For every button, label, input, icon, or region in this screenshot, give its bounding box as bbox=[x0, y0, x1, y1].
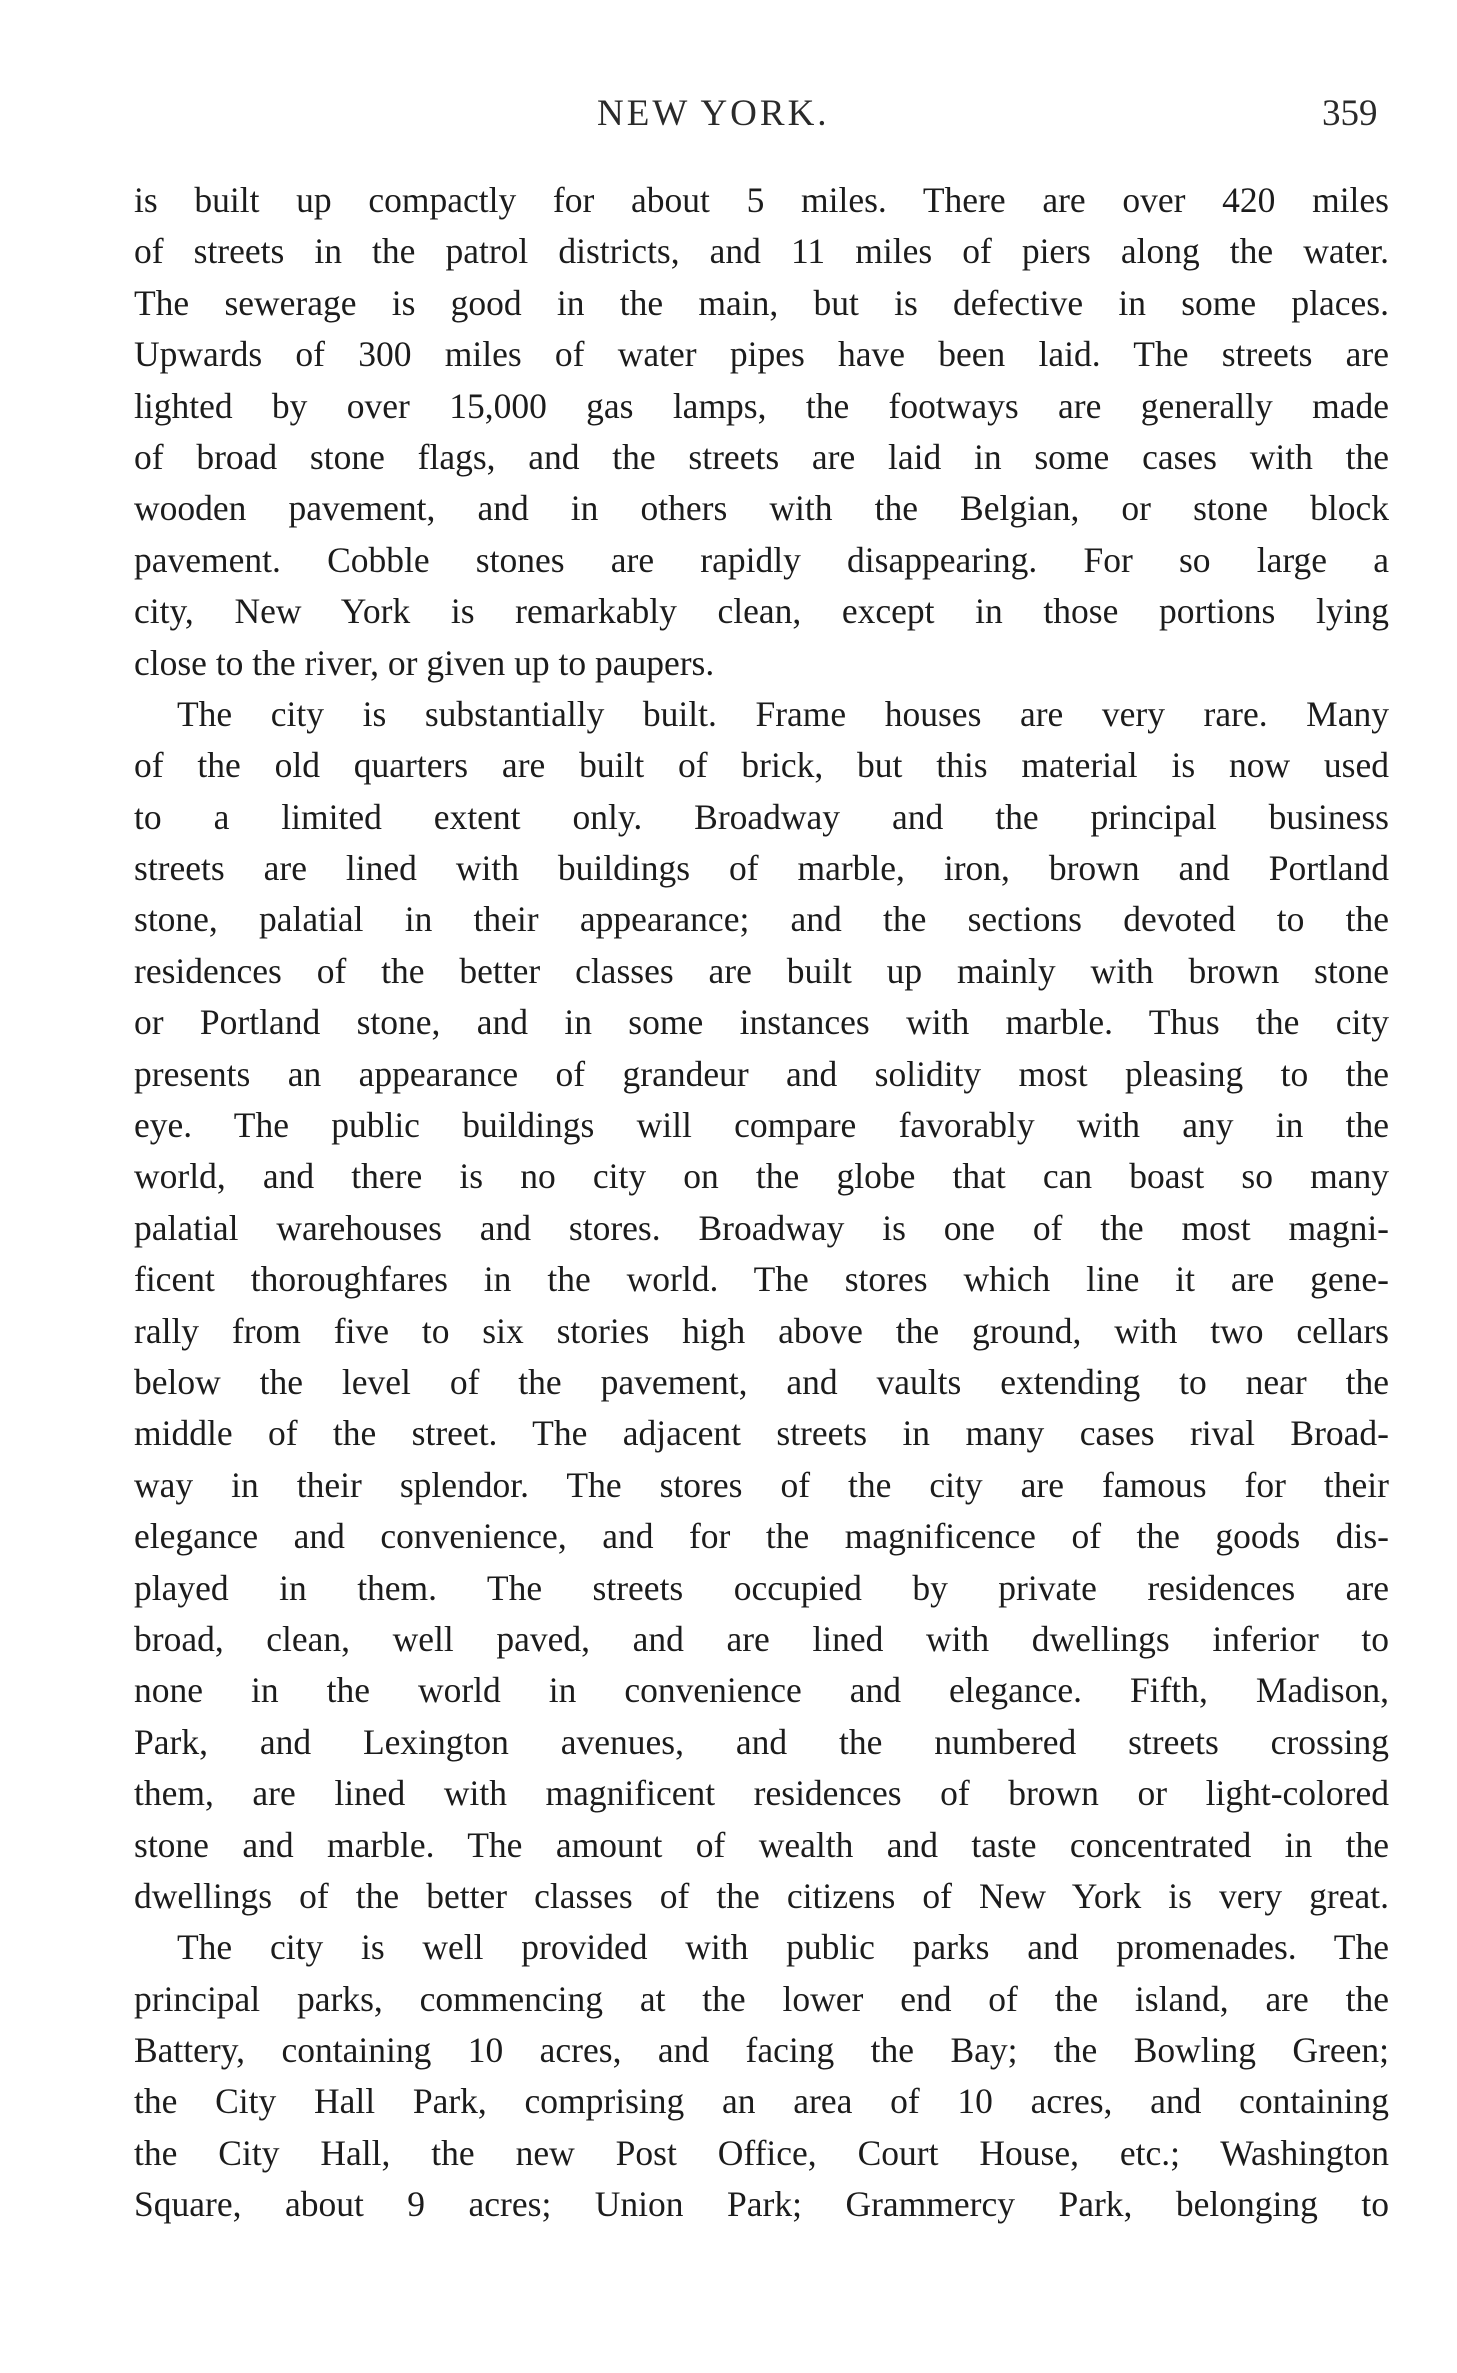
text-line: them, are lined with magnificent residences of brown or light-colored bbox=[134, 1773, 1389, 1814]
page-number: 359 bbox=[1322, 93, 1378, 134]
text-line: the City Hall Park, comprising an area of 10 acres, and containing bbox=[134, 2081, 1389, 2122]
text-line: Square, about 9 acres; Union Park; Grammercy Park, belonging to bbox=[134, 2184, 1389, 2225]
text-line: elegance and convenience, and for the magnificence of the goods dis- bbox=[134, 1516, 1389, 1557]
text-line: presents an appearance of grandeur and solidity most pleasing to the bbox=[134, 1053, 1389, 1094]
text-line: palatial warehouses and stores. Broadway is one of the most magni- bbox=[134, 1207, 1389, 1248]
text-line: Upwards of 300 miles of water pipes have been laid. The streets are bbox=[134, 334, 1389, 375]
text-line: none in the world in convenience and elegance. Fifth, Madison, bbox=[134, 1670, 1389, 1711]
text-line: lighted by over 15,000 gas lamps, the footways are generally made bbox=[134, 385, 1389, 426]
text-line: or Portland stone, and in some instances with marble. Thus the city bbox=[134, 1002, 1389, 1043]
text-line: to a limited extent only. Broadway and the principal business bbox=[134, 796, 1389, 837]
paragraph-start-line: The city is substantially built. Frame houses are very rare. Many bbox=[177, 693, 1389, 734]
text-line: middle of the street. The adjacent streets in many cases rival Broad- bbox=[134, 1413, 1389, 1454]
text-line: played in them. The streets occupied by private residences are bbox=[134, 1567, 1389, 1608]
text-line: rally from five to six stories high above the ground, with two cellars bbox=[134, 1310, 1389, 1351]
text-line: ficent thoroughfares in the world. The stores which line it are gene- bbox=[134, 1259, 1389, 1300]
text-line: The sewerage is good in the main, but is defective in some places. bbox=[134, 282, 1389, 323]
text-line: pavement. Cobble stones are rapidly disappearing. For so large a bbox=[134, 539, 1389, 580]
text-line: below the level of the pavement, and vaults extending to near the bbox=[134, 1361, 1389, 1402]
text-line: stone, palatial in their appearance; and the sections devoted to the bbox=[134, 899, 1389, 940]
text-line: of the old quarters are built of brick, but this material is now used bbox=[134, 745, 1389, 786]
body-text bbox=[134, 175, 1389, 2231]
paragraph-start-line: The city is well provided with public parks and promenades. The bbox=[177, 1927, 1389, 1968]
text-line: residences of the better classes are built up mainly with brown stone bbox=[134, 950, 1389, 991]
text-line: streets are lined with buildings of marble, iron, brown and Portland bbox=[134, 848, 1389, 889]
text-line: the City Hall, the new Post Office, Court House, etc.; Washington bbox=[134, 2132, 1389, 2173]
text-line: broad, clean, well paved, and are lined with dwellings inferior to bbox=[134, 1618, 1389, 1659]
running-title: NEW YORK. bbox=[597, 93, 830, 134]
text-line: Battery, containing 10 acres, and facing the Bay; the Bowling Green; bbox=[134, 2030, 1389, 2071]
text-line: way in their splendor. The stores of the city are famous for their bbox=[134, 1464, 1389, 1505]
text-line: of streets in the patrol districts, and 11 miles of piers along the water. bbox=[134, 231, 1389, 272]
paragraph-end-line: close to the river, or given up to paupers. bbox=[134, 642, 715, 683]
running-header bbox=[0, 92, 1457, 142]
text-line: stone and marble. The amount of wealth and taste concentrated in the bbox=[134, 1824, 1389, 1865]
text-line: wooden pavement, and in others with the Belgian, or stone block bbox=[134, 488, 1389, 529]
text-line: is built up compactly for about 5 miles. There are over 420 miles bbox=[134, 180, 1389, 220]
text-line: Park, and Lexington avenues, and the numbered streets crossing bbox=[134, 1721, 1389, 1762]
paragraph-end-line: dwellings of the better classes of the citizens of New York is very great. bbox=[134, 1875, 1389, 1916]
text-line: world, and there is no city on the globe that can boast so many bbox=[134, 1156, 1389, 1197]
text-line: of broad stone flags, and the streets are laid in some cases with the bbox=[134, 436, 1389, 477]
text-line: principal parks, commencing at the lower end of the island, are the bbox=[134, 1978, 1389, 2019]
text-line: eye. The public buildings will compare favorably with any in the bbox=[134, 1105, 1389, 1146]
text-line: city, New York is remarkably clean, except in those portions lying bbox=[134, 591, 1389, 632]
